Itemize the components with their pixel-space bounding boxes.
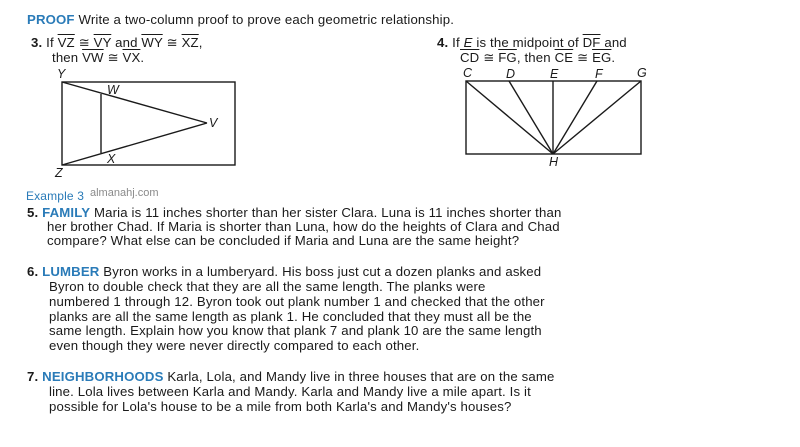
problem6-tag: LUMBER [42,264,100,279]
problem7-line3: possible for Lola's house to be a mile from both Karla's and Mandy's houses? [49,399,512,414]
congruent-symbol: ≅ [483,50,495,65]
label-y: Y [57,67,66,81]
problem4-text: . [611,50,616,65]
point-e: E [463,35,473,50]
problem6-line3: numbered 1 through 12. Byron took out plank number 1 and checked that the other [49,294,545,309]
segment-vy: $\overline{VY}$ [93,35,112,50]
segment-cd: $\overline{CD}$ [460,50,480,65]
problem5-text: Maria is 11 inches shorter than her sister Clara. Luna is 11 inches shorter than [94,205,562,220]
header-text: Write a two-column proof to prove each geometric relationship. [78,12,455,27]
label-d: D [506,67,516,81]
problem5-number: 5. [27,205,39,220]
problem3-text: then [52,50,79,65]
label-w: W [107,83,119,97]
problem6-text: Byron works in a lumberyard. His boss just cut a dozen planks and asked [103,264,542,279]
segment-eg: $\overline{EG}$ [592,50,612,65]
segment-vz: $\overline{VZ}$ [57,35,75,50]
example-label: Example 3 [26,189,85,203]
problem5-tag: FAMILY [42,205,91,220]
problem4-number: 4. [437,35,449,50]
segment-fg: $\overline{FG}$ [498,50,517,65]
segment-wy: $\overline{WY}$ [141,35,163,50]
problem7-line2: line. Lola lives between Karla and Mandy. Karla and Mandy live a mile apart. Is it [49,384,531,399]
congruent-symbol: ≅ [107,50,119,65]
label-c: C [463,66,473,80]
problem4-text: If [452,35,460,50]
problem7-number: 7. [27,369,39,384]
problem6-line4: planks are all the same length as plank 1. He concluded that they must all be the [49,309,532,324]
label-v: V [209,116,218,130]
watermark-text: almanahj.com [90,187,159,199]
segment-ce: $\overline{CE}$ [554,50,574,65]
problem5-line3: compare? What else can be concluded if Maria and Luna are the same height? [47,233,520,248]
problem3-text: If [46,35,54,50]
diagram4-segment-fh [553,81,597,154]
problem3-text: and [115,35,138,50]
label-z: Z [55,166,63,180]
problem6-line2: Byron to double check that they are all the same length. The planks were [49,279,486,294]
segment-xz: $\overline{XZ}$ [181,35,199,50]
problem3-text: , [198,35,203,50]
label-g: G [637,66,647,80]
problem7-tag: NEIGHBORHOODS [42,369,164,384]
problem7-line1 [27,369,555,384]
label-x: X [107,152,116,166]
diagram4-segment-dh [509,81,553,154]
problem7-text: Karla, Lola, and Mandy live in three houses that are on the same [167,369,555,384]
segment-vw: $\overline{VW}$ [82,50,104,65]
problem6-line1 [27,264,541,279]
problem6-number: 6. [27,264,39,279]
congruent-symbol: ≅ [577,50,589,65]
problem5-line2: her brother Chad. If Maria is shorter than Luna, how do the heights of Clara and Chad [47,219,560,234]
segment-vx: $\overline{VX}$ [122,50,141,65]
problem4-text: is the midpoint of [476,35,579,50]
label-e: E [550,67,559,81]
label-f: F [595,67,603,81]
problem4-text: , then [516,50,551,65]
problem5-line1 [27,205,561,220]
segment-df: $\overline{DF}$ [582,35,601,50]
congruent-symbol: ≅ [166,35,178,50]
congruent-symbol: ≅ [78,35,90,50]
problem6-line6: even though they were never directly compared to each other. [49,338,420,353]
diagram4-segment-ch [466,81,553,154]
problem6-line5: same length. Explain how you know that plank 7 and plank 10 are the same length [49,323,542,338]
header-tag: PROOF [27,12,75,27]
problem3-number: 3. [31,35,43,50]
diagram4-segment-gh [553,81,641,154]
problem3-text: . [140,50,145,65]
label-h: H [549,155,559,169]
problem4-text: and [604,35,627,50]
